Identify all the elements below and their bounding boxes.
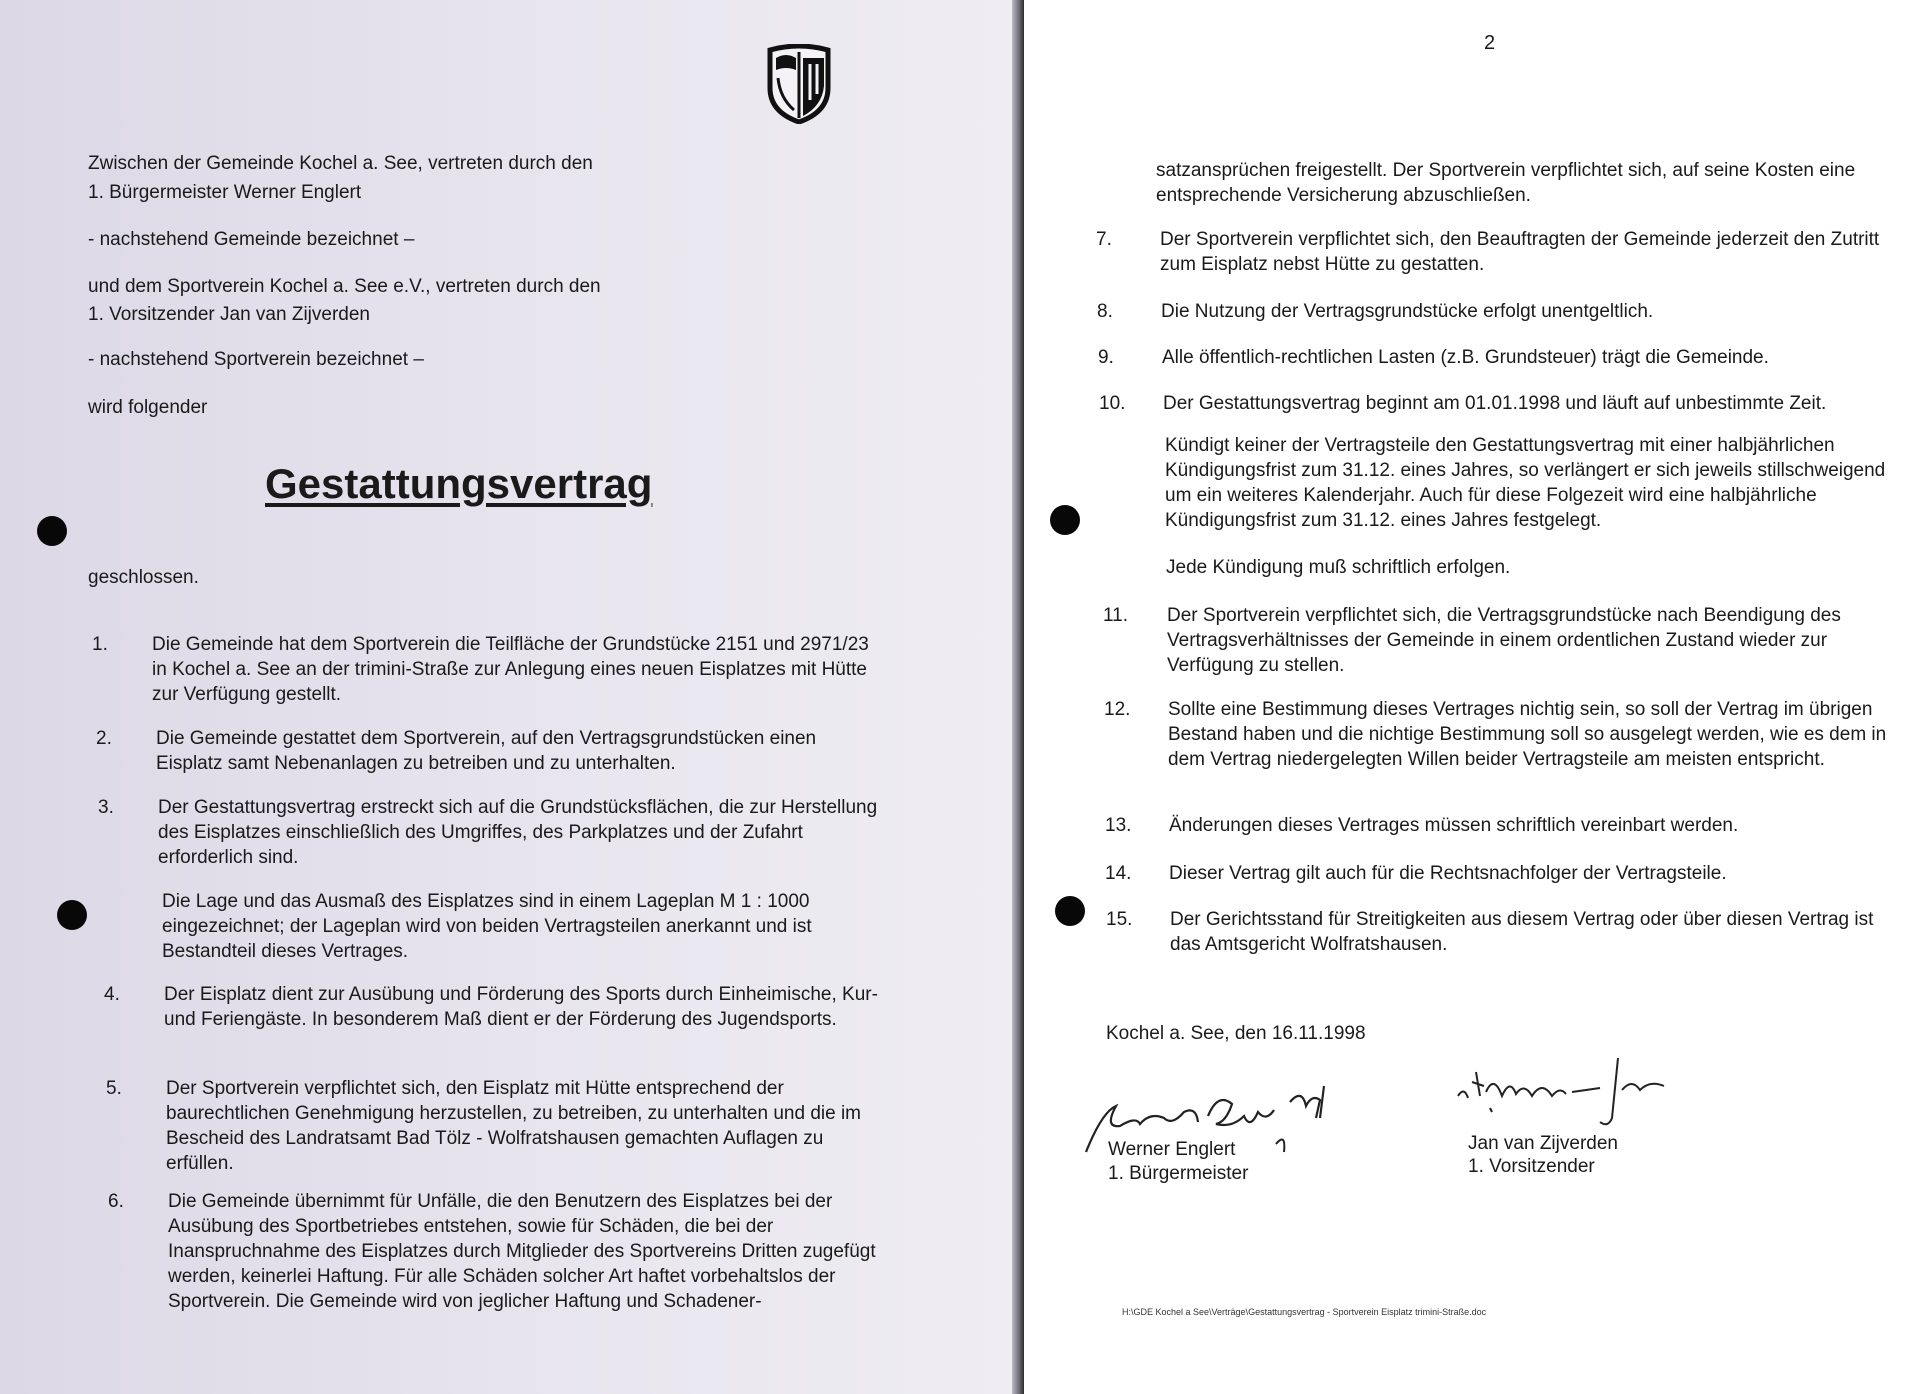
- clause-text: Änderungen dieses Vertrages müssen schriftlich vereinbart werden.: [1169, 815, 1739, 836]
- clause-number: 15.: [1106, 909, 1133, 930]
- clause-text: Der Eisplatz dient zur Ausübung und Förderung des Sports durch Einheimische, Kur- und Feriengäste. In besonderem Maß dient er der Förderung des Jugendsports.: [164, 984, 878, 1030]
- clause-text: Die Gemeinde hat dem Sportverein die Teilfläche der Grundstücke 2151 und 2971/23 in Kochel a. See an der trimini-Straße zur Anlegung eines neuen Eisplatzes mit Hütte zur Verfügung gestellt.: [152, 634, 869, 705]
- page-number: 2: [1484, 32, 1496, 54]
- intro-parties-line-7: wird folgender: [88, 397, 208, 418]
- clause-text: Jede Kündigung muß schriftlich erfolgen.: [1166, 557, 1511, 578]
- clause-number: 11.: [1103, 605, 1129, 626]
- place-and-date: Kochel a. See, den 16.11.1998: [1106, 1023, 1366, 1044]
- clause-number: 9.: [1098, 347, 1114, 368]
- clause-text: Die Nutzung der Vertragsgrundstücke erfolgt unentgeltlich.: [1161, 301, 1654, 322]
- punch-hole: [1055, 896, 1085, 926]
- punch-hole: [1050, 505, 1080, 535]
- coat-of-arms-icon: [766, 44, 832, 124]
- intro-parties-line-3: - nachstehend Gemeinde bezeichnet –: [88, 229, 415, 250]
- signature-zijverden: [1454, 1052, 1734, 1132]
- clause-text: Die Gemeinde übernimmt für Unfälle, die den Benutzern des Eisplatzes bei der Ausübung des Sportbetriebes entstehen, sowie für Schäden, die bei der Inanspruchnahme des Eisplatzes durch Mitglieder des Sportvereins Dritten zugefügt werden, keinerlei Haftung. Für alle Schäden solcher Art haftet vorbehaltslos der Sportverein. Die Gemeinde wird von jeglicher Haftung und Schadener-: [168, 1191, 876, 1312]
- clause-number: 3.: [98, 797, 114, 818]
- clause-text: Der Sportverein verpflichtet sich, den Beauftragten der Gemeinde jederzeit den Zutritt zum Eisplatz nebst Hütte zu gestatten.: [1160, 229, 1880, 275]
- clause-text: Der Gerichtsstand für Streitigkeiten aus diesem Vertrag oder über diesen Vertrag ist das Amtsgericht Wolfratshausen.: [1170, 909, 1874, 955]
- clause-text: Der Sportverein verpflichtet sich, die Vertragsgrundstücke nach Beendigung des Vertragsverhältnisses der Gemeinde in einem ordentlichen Zustand wieder zur Verfügung zu stellen.: [1167, 605, 1841, 676]
- clause-text: Dieser Vertrag gilt auch für die Rechtsnachfolger der Vertragsteile.: [1169, 863, 1727, 884]
- clause-text: Der Gestattungsvertrag erstreckt sich auf die Grundstücksflächen, die zur Herstellung des Eisplatzes einschließlich des Umgriffes, des Parkplatzes und der Zufahrt erforderlich sind.: [158, 797, 878, 868]
- clause-number: 14.: [1105, 863, 1132, 884]
- intro-parties-line-4: und dem Sportverein Kochel a. See e.V., vertreten durch den: [88, 276, 601, 297]
- clause-number: 12.: [1104, 699, 1131, 720]
- signatory-name-2: Jan van Zijverden: [1468, 1133, 1618, 1154]
- document-title: Gestattungsvertrag: [265, 460, 653, 507]
- clause-number: 13.: [1105, 815, 1132, 836]
- signatory-name-1: Werner Englert: [1108, 1139, 1236, 1160]
- clause-text: Der Gestattungsvertrag beginnt am 01.01.1998 und läuft auf unbestimmte Zeit.: [1163, 393, 1827, 414]
- clause-text: Alle öffentlich-rechtlichen Lasten (z.B. Grundsteuer) trägt die Gemeinde.: [1162, 347, 1769, 368]
- signatory-role-2: 1. Vorsitzender: [1468, 1156, 1595, 1177]
- punch-hole: [37, 516, 67, 546]
- clause-number: 10.: [1099, 393, 1126, 414]
- page-gutter: [1012, 0, 1024, 1394]
- clause-number: 7.: [1096, 229, 1112, 250]
- after-title-text: geschlossen.: [88, 567, 199, 588]
- file-path-footer: H:\GDE Kochel a See\Verträge\Gestattungsvertrag - Sportverein Eisplatz trimini-Straße.doc: [1122, 1307, 1487, 1317]
- clause-number: 2.: [96, 728, 112, 749]
- punch-hole: [57, 900, 87, 930]
- clause-number: 5.: [106, 1078, 122, 1099]
- intro-parties-line-2: 1. Bürgermeister Werner Englert: [88, 182, 362, 203]
- clause-6-continuation: satzansprüchen freigestellt. Der Sportverein verpflichtet sich, auf seine Kosten eine entsprechende Versicherung abzuschließen.: [1156, 160, 1856, 206]
- clause-text: Die Gemeinde gestattet dem Sportverein, auf den Vertragsgrundstücken einen Eisplatz samt Nebenanlagen zu betreiben und zu unterhalten.: [156, 728, 817, 774]
- clause-text: Der Sportverein verpflichtet sich, den Eisplatz mit Hütte entsprechend der baurechtlichen Genehmigung herzustellen, zu betreiben, zu unterhalten und die im Bescheid des Landratsamt Bad Tölz - Wolfratshausen gemachten Auflagen zu erfüllen.: [166, 1078, 862, 1174]
- clause-text: Die Lage und das Ausmaß des Eisplatzes sind in einem Lageplan M 1 : 1000 eingezeichnet; der Lageplan wird von beiden Vertragsteilen anerkannt und ist Bestandteil dieses Vertrages.: [162, 891, 812, 962]
- clause-number: 4.: [104, 984, 120, 1005]
- page-2: [1024, 0, 1920, 1394]
- clause-text: Kündigt keiner der Vertragsteile den Gestattungsvertrag mit einer halbjährlichen Kündigungsfrist zum 31.12. eines Jahres, so verlängert er sich jeweils stillschweigend um ein weiteres Kalenderjahr. Auch für diese Folgezeit wird eine halbjährliche Kündigungsfrist zum 31.12. eines Jahres festgelegt.: [1165, 435, 1886, 531]
- clause-text: Sollte eine Bestimmung dieses Vertrages nichtig sein, so soll der Vertrag im übrigen Bestand haben und die nichtige Bestimmung soll so ausgelegt werden, wie es dem in dem Vertrag niedergelegten Willen beider Vertragsteile am meisten entspricht.: [1168, 699, 1887, 770]
- intro-parties-line-6: - nachstehend Sportverein bezeichnet –: [88, 349, 424, 370]
- clause-number: 1.: [92, 634, 108, 655]
- clause-number: 8.: [1097, 301, 1113, 322]
- signatory-role-1: 1. Bürgermeister: [1108, 1163, 1249, 1184]
- clause-number: 6.: [108, 1191, 124, 1212]
- intro-parties-line-5: 1. Vorsitzender Jan van Zijverden: [88, 304, 370, 325]
- intro-parties-line-1: Zwischen der Gemeinde Kochel a. See, vertreten durch den: [88, 153, 593, 174]
